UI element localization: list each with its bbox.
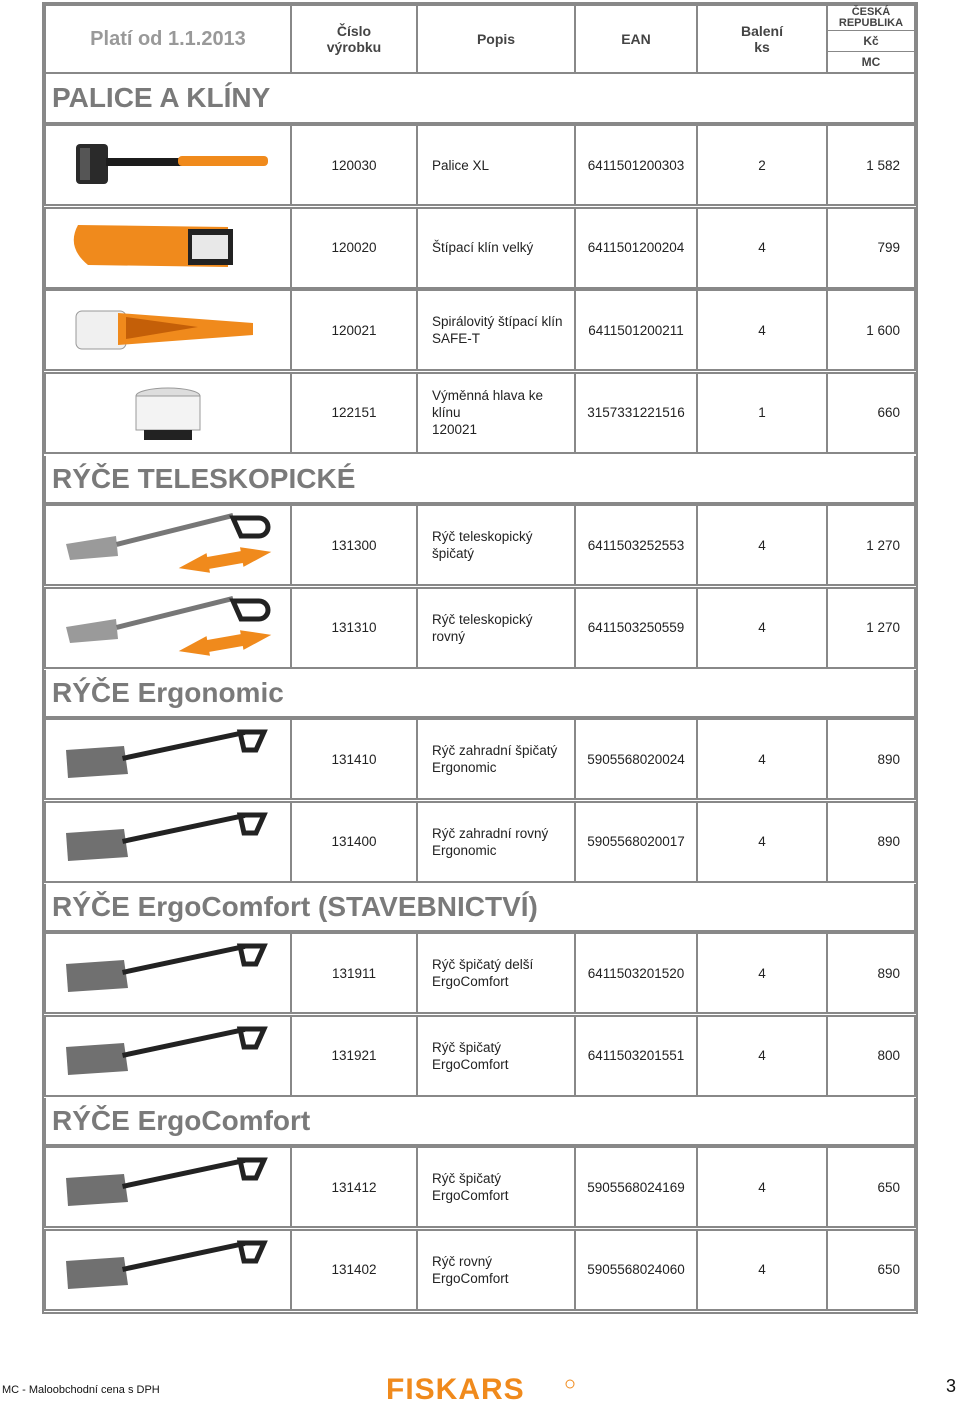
product-description-line: Rýč špičatý xyxy=(432,1039,502,1055)
table-row xyxy=(44,504,916,586)
product-number: 131400 xyxy=(290,801,418,883)
col-header-number xyxy=(290,4,418,74)
product-description-line: Rýč teleskopický xyxy=(432,529,533,544)
product-ean: 6411501200303 xyxy=(574,124,698,206)
col-header-pack-line1: Balení xyxy=(740,23,783,39)
product-price: 1 270 xyxy=(826,587,916,669)
spade-icon xyxy=(58,1152,278,1222)
product-ean: 5905568020017 xyxy=(574,801,698,883)
product-pack-qty: 4 xyxy=(696,932,828,1014)
product-price: 650 xyxy=(826,1146,916,1228)
sledgehammer-icon xyxy=(58,130,278,200)
section-title: RÝČE Ergonomic xyxy=(44,670,916,718)
logo-text: FISKARS xyxy=(386,1373,525,1406)
spade-icon xyxy=(58,724,278,794)
product-ean: 6411503201551 xyxy=(574,1015,698,1097)
table-row xyxy=(44,372,916,454)
table-row xyxy=(44,124,916,206)
product-description-line: ErgoComfort xyxy=(432,1188,509,1203)
product-image-cell xyxy=(44,1015,292,1097)
product-ean: 5905568020024 xyxy=(574,718,698,800)
spiral-wedge-icon xyxy=(58,295,278,365)
table-row xyxy=(44,1015,916,1097)
product-image-cell xyxy=(44,289,292,371)
section-title: RÝČE TELESKOPICKÉ xyxy=(44,456,916,504)
col-header-price-currency: Kč xyxy=(828,31,914,52)
product-price: 800 xyxy=(826,1015,916,1097)
section-title: RÝČE ErgoComfort (STAVEBNICTVÍ) xyxy=(44,884,916,932)
product-description-line: rovný xyxy=(432,628,466,644)
product-image-cell xyxy=(44,124,292,206)
product-ean: 5905568024169 xyxy=(574,1146,698,1228)
spade-icon xyxy=(58,1021,278,1091)
product-description-line: Ergonomic xyxy=(432,760,497,775)
spade-icon xyxy=(58,807,278,877)
section-title: RÝČE ErgoComfort xyxy=(44,1098,916,1146)
product-number: 131402 xyxy=(290,1229,418,1311)
product-pack-qty: 4 xyxy=(696,1146,828,1228)
product-pack-qty: 4 xyxy=(696,504,828,586)
product-price: 890 xyxy=(826,801,916,883)
col-header-price-country: ČESKÁ xyxy=(851,6,891,18)
product-pack-qty: 4 xyxy=(696,718,828,800)
product-description-line: ErgoComfort xyxy=(432,974,509,989)
col-header-pack xyxy=(696,4,828,74)
col-header-price xyxy=(826,4,916,74)
spade-icon xyxy=(58,938,278,1008)
product-image-cell xyxy=(44,932,292,1014)
product-pack-qty: 4 xyxy=(696,801,828,883)
product-ean: 6411503201520 xyxy=(574,932,698,1014)
product-pack-qty: 4 xyxy=(696,207,828,289)
product-description xyxy=(416,718,576,800)
product-image-cell xyxy=(44,1229,292,1311)
product-price: 799 xyxy=(826,207,916,289)
product-number: 120030 xyxy=(290,124,418,206)
product-price: 1 600 xyxy=(826,289,916,371)
product-price: 650 xyxy=(826,1229,916,1311)
product-pack-qty: 1 xyxy=(696,372,828,454)
valid-from-label: Platí od 1.1.2013 xyxy=(44,4,292,74)
product-image-cell xyxy=(44,718,292,800)
replacement-head-icon xyxy=(58,378,278,448)
fiskars-logo xyxy=(386,1372,576,1406)
product-pack-qty: 4 xyxy=(696,1015,828,1097)
product-description xyxy=(416,1229,576,1311)
product-description-line: 120021 xyxy=(432,422,478,437)
table-row xyxy=(44,1229,916,1311)
product-description-line: ErgoComfort xyxy=(432,1270,509,1286)
product-description xyxy=(416,1015,576,1097)
product-number: 120021 xyxy=(290,289,418,371)
telescopic-spade-icon xyxy=(58,593,278,663)
product-ean: 6411501200211 xyxy=(574,289,698,371)
product-number: 120020 xyxy=(290,207,418,289)
table-row xyxy=(44,587,916,669)
page-number: 3 xyxy=(946,1376,957,1396)
product-price: 1 270 xyxy=(826,504,916,586)
table-row xyxy=(44,289,916,371)
footer-note: MC - Maloobchodní cena s DPH xyxy=(2,1384,160,1396)
product-description-line: špičatý xyxy=(432,546,475,561)
table-row xyxy=(44,718,916,800)
col-header-price-type: MC xyxy=(861,55,881,69)
product-description xyxy=(416,124,576,206)
product-description-line: SAFE-T xyxy=(432,331,481,346)
product-price: 890 xyxy=(826,932,916,1014)
product-image-cell xyxy=(44,207,292,289)
product-description-line: ErgoComfort xyxy=(432,1056,509,1072)
col-header-price-republic: REPUBLIKA xyxy=(828,17,914,31)
product-number: 131300 xyxy=(290,504,418,586)
col-header-number-line2: výrobku xyxy=(326,39,382,55)
product-description xyxy=(416,504,576,586)
product-price: 890 xyxy=(826,718,916,800)
spade-icon xyxy=(58,1235,278,1305)
product-description-line: Rýč teleskopický xyxy=(432,611,533,627)
product-ean: 5905568024060 xyxy=(574,1229,698,1311)
product-description-line: Rýč zahradní rovný xyxy=(432,825,549,841)
product-price: 660 xyxy=(826,372,916,454)
product-image-cell xyxy=(44,801,292,883)
product-number: 131310 xyxy=(290,587,418,669)
col-header-pack-line2: ks xyxy=(754,39,770,55)
product-description xyxy=(416,801,576,883)
product-description xyxy=(416,932,576,1014)
table-row xyxy=(44,207,916,289)
product-description xyxy=(416,372,576,454)
product-number: 131921 xyxy=(290,1015,418,1097)
product-image-cell xyxy=(44,372,292,454)
product-image-cell xyxy=(44,504,292,586)
product-description-line: Rýč zahradní špičatý xyxy=(432,743,558,758)
col-header-number-line1: Číslo xyxy=(336,23,372,39)
product-description-line: Rýč špičatý xyxy=(432,1171,502,1186)
product-number: 122151 xyxy=(290,372,418,454)
table-header xyxy=(44,4,916,74)
product-ean: 6411503250559 xyxy=(574,587,698,669)
product-description xyxy=(416,1146,576,1228)
product-ean: 3157331221516 xyxy=(574,372,698,454)
product-pack-qty: 4 xyxy=(696,587,828,669)
product-description-line: Palice XL xyxy=(432,157,490,173)
table-row xyxy=(44,1146,916,1228)
product-pack-qty: 4 xyxy=(696,289,828,371)
product-image-cell xyxy=(44,587,292,669)
section-title: PALICE A KLÍNY xyxy=(44,74,916,124)
product-ean: 6411501200204 xyxy=(574,207,698,289)
product-description-line: Výměnná hlava ke klínu xyxy=(432,388,544,420)
table-row xyxy=(44,932,916,1014)
product-description-line: Spirálovitý štípací klín xyxy=(432,314,563,329)
col-header-desc: Popis xyxy=(416,4,576,74)
product-description xyxy=(416,207,576,289)
product-number: 131911 xyxy=(290,932,418,1014)
product-pack-qty: 4 xyxy=(696,1229,828,1311)
col-header-ean: EAN xyxy=(574,4,698,74)
product-description-line: Rýč špičatý delší xyxy=(432,957,534,972)
product-description-line: Rýč rovný xyxy=(432,1253,493,1269)
product-description-line: Ergonomic xyxy=(432,842,497,858)
product-description xyxy=(416,289,576,371)
product-price: 1 582 xyxy=(826,124,916,206)
product-description-line: Štípací klín velký xyxy=(432,240,534,255)
product-image-cell xyxy=(44,1146,292,1228)
product-description xyxy=(416,587,576,669)
product-ean: 6411503252553 xyxy=(574,504,698,586)
product-pack-qty: 2 xyxy=(696,124,828,206)
product-number: 131412 xyxy=(290,1146,418,1228)
product-number: 131410 xyxy=(290,718,418,800)
telescopic-spade-icon xyxy=(58,510,278,580)
splitting-wedge-icon xyxy=(58,213,278,283)
table-row xyxy=(44,801,916,883)
